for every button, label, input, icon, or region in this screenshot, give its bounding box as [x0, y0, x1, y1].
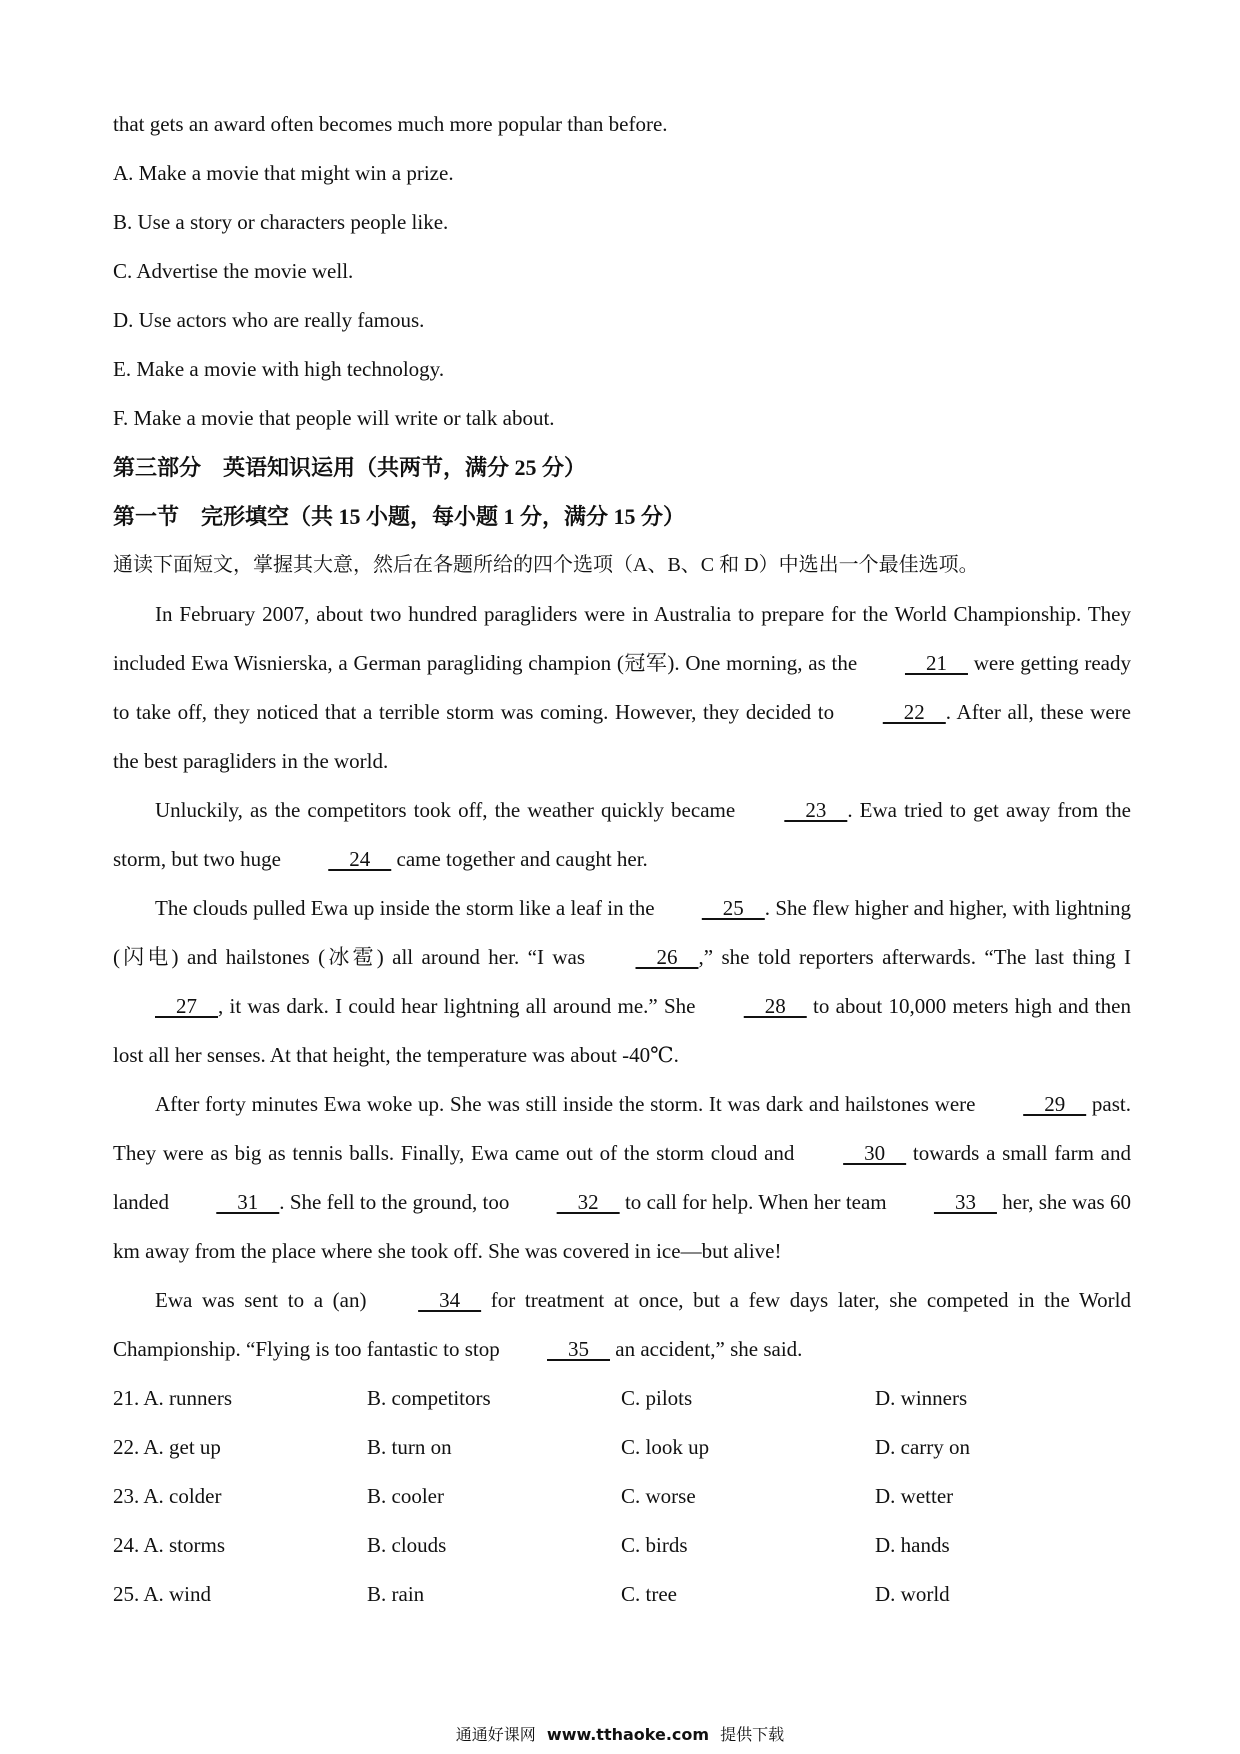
passage-text: . She flew higher and higher, with lightning (闪电) and hailstones (冰雹) all around her. “I was: [113, 896, 1131, 969]
choice-b: B. rain: [367, 1582, 425, 1606]
blank-31: 31: [216, 1190, 280, 1214]
passage-paragraph-2: [113, 786, 1131, 884]
blank-28: 28: [743, 994, 807, 1018]
blank-30: 30: [843, 1141, 907, 1165]
passage-paragraph-1: [113, 590, 1131, 786]
choice-c: C. worse: [621, 1484, 696, 1508]
question-row-22: [113, 1423, 1131, 1472]
passage-text: . Ewa tried to get away from the storm, but two huge: [113, 798, 1131, 871]
option-a: A. Make a movie that might win a prize.: [113, 161, 454, 185]
blank-32: 32: [556, 1190, 620, 1214]
blank-34: 34: [418, 1288, 482, 1312]
choice-d: D. hands: [875, 1533, 950, 1557]
section-heading: 第一节 完形填空（共 15 小题，每小题 1 分，满分 15 分）: [113, 504, 686, 529]
question-row-23: [113, 1472, 1131, 1521]
choice-d: D. carry on: [875, 1435, 971, 1459]
choice-a: 21. A. runners: [113, 1386, 232, 1410]
passage-text: ,” she told reporters afterwards. “The last thing I: [698, 945, 1131, 969]
passage-text: , it was dark. I could hear lightning all around me.” She: [218, 994, 702, 1018]
blank-25: 25: [701, 896, 765, 920]
passage-text: After forty minutes Ewa woke up. She was still inside the storm. It was dark and hailstones were: [155, 1092, 982, 1116]
passage-text: Ewa was sent to a (an): [155, 1288, 377, 1312]
passage-text: for treatment at once, but a few days later, she competed in the World Championship. “Flying is too fantastic to stop: [113, 1288, 1131, 1361]
passage-text: to call for help. When her team: [619, 1190, 892, 1214]
choice-c: C. look up: [621, 1435, 710, 1459]
passage-text: . She fell to the ground, too: [279, 1190, 515, 1214]
passage-paragraph-4: [113, 1080, 1131, 1276]
passage-text: to about 10,000 meters high and then lost all her senses. At that height, the temperature was about -40℃.: [113, 994, 1131, 1067]
passage-text: In February 2007, about two hundred paragliders were in Australia to prepare for the World Championship. They included Ewa Wisnierska, a German paragliding champion (冠军). One morning, as the: [113, 602, 1131, 675]
choice-b: B. competitors: [367, 1386, 491, 1410]
choice-b: B. turn on: [367, 1435, 452, 1459]
choice-a: 23. A. colder: [113, 1484, 222, 1508]
passage-text: . After all, these were the best paragliders in the world.: [113, 700, 1131, 773]
choice-c: C. birds: [621, 1533, 688, 1557]
blank-21: 21: [904, 651, 968, 675]
blank-35: 35: [547, 1337, 610, 1361]
option-c: C. Advertise the movie well.: [113, 259, 354, 283]
footer-site-name: 通通好课网: [455, 1725, 536, 1744]
part-heading: 第三部分 英语知识运用（共两节，满分 25 分）: [113, 455, 587, 480]
passage-text: towards a small farm and landed: [113, 1141, 1131, 1214]
passage-paragraph-3: [113, 884, 1131, 1080]
page-content: [113, 100, 1131, 1619]
choice-d: D. winners: [875, 1386, 968, 1410]
passage-paragraph-5: [113, 1276, 1131, 1374]
choice-a: 25. A. wind: [113, 1582, 212, 1606]
choice-b: B. clouds: [367, 1533, 447, 1557]
passage-text: past. They were as big as tennis balls. Finally, Ewa came out of the storm cloud and: [113, 1092, 1131, 1165]
passage-text: an accident,” she said.: [610, 1337, 803, 1361]
blank-27: 27: [155, 994, 218, 1018]
passage-text: her, she was 60 km away from the place where she took off. She was covered in ice—but alive!: [113, 1190, 1131, 1263]
option-d: D. Use actors who are really famous.: [113, 308, 425, 332]
question-row-25: [113, 1570, 1131, 1619]
option-e: E. Make a movie with high technology.: [113, 357, 445, 381]
blank-23: 23: [784, 798, 848, 822]
footer-url-link[interactable]: www.tthaoke.com: [546, 1725, 710, 1744]
passage-text: were getting ready to take off, they noticed that a terrible storm was coming. However, they decided to: [113, 651, 1132, 724]
choice-a: 22. A. get up: [113, 1435, 221, 1459]
choice-d: D. wetter: [875, 1484, 954, 1508]
passage-text: came together and caught her.: [391, 847, 648, 871]
passage-text: The clouds pulled Ewa up inside the storm like a leaf in the: [155, 896, 660, 920]
blank-33: 33: [933, 1190, 997, 1214]
blank-24: 24: [328, 847, 392, 871]
page-footer: [0, 1722, 1240, 1745]
question-row-24: [113, 1521, 1131, 1570]
text-line: that gets an award often becomes much more popular than before.: [113, 112, 668, 136]
blank-22: 22: [882, 700, 946, 724]
option-b: B. Use a story or characters people like.: [113, 210, 449, 234]
question-row-21: [113, 1374, 1131, 1423]
choice-a: 24. A. storms: [113, 1533, 226, 1557]
instruction-text: 通读下面短文，掌握其大意，然后在各题所给的四个选项（A、B、C 和 D）中选出一个最佳选项。: [113, 554, 979, 576]
choice-c: C. pilots: [621, 1386, 693, 1410]
blank-29: 29: [1023, 1092, 1087, 1116]
choice-c: C. tree: [621, 1582, 677, 1606]
choice-d: D. world: [875, 1582, 950, 1606]
choice-b: B. cooler: [367, 1484, 444, 1508]
option-f: F. Make a movie that people will write or talk about.: [113, 406, 555, 430]
footer-download-text: 提供下载: [720, 1725, 785, 1744]
passage-text: Unluckily, as the competitors took off, the weather quickly became: [155, 798, 743, 822]
blank-26: 26: [635, 945, 699, 969]
